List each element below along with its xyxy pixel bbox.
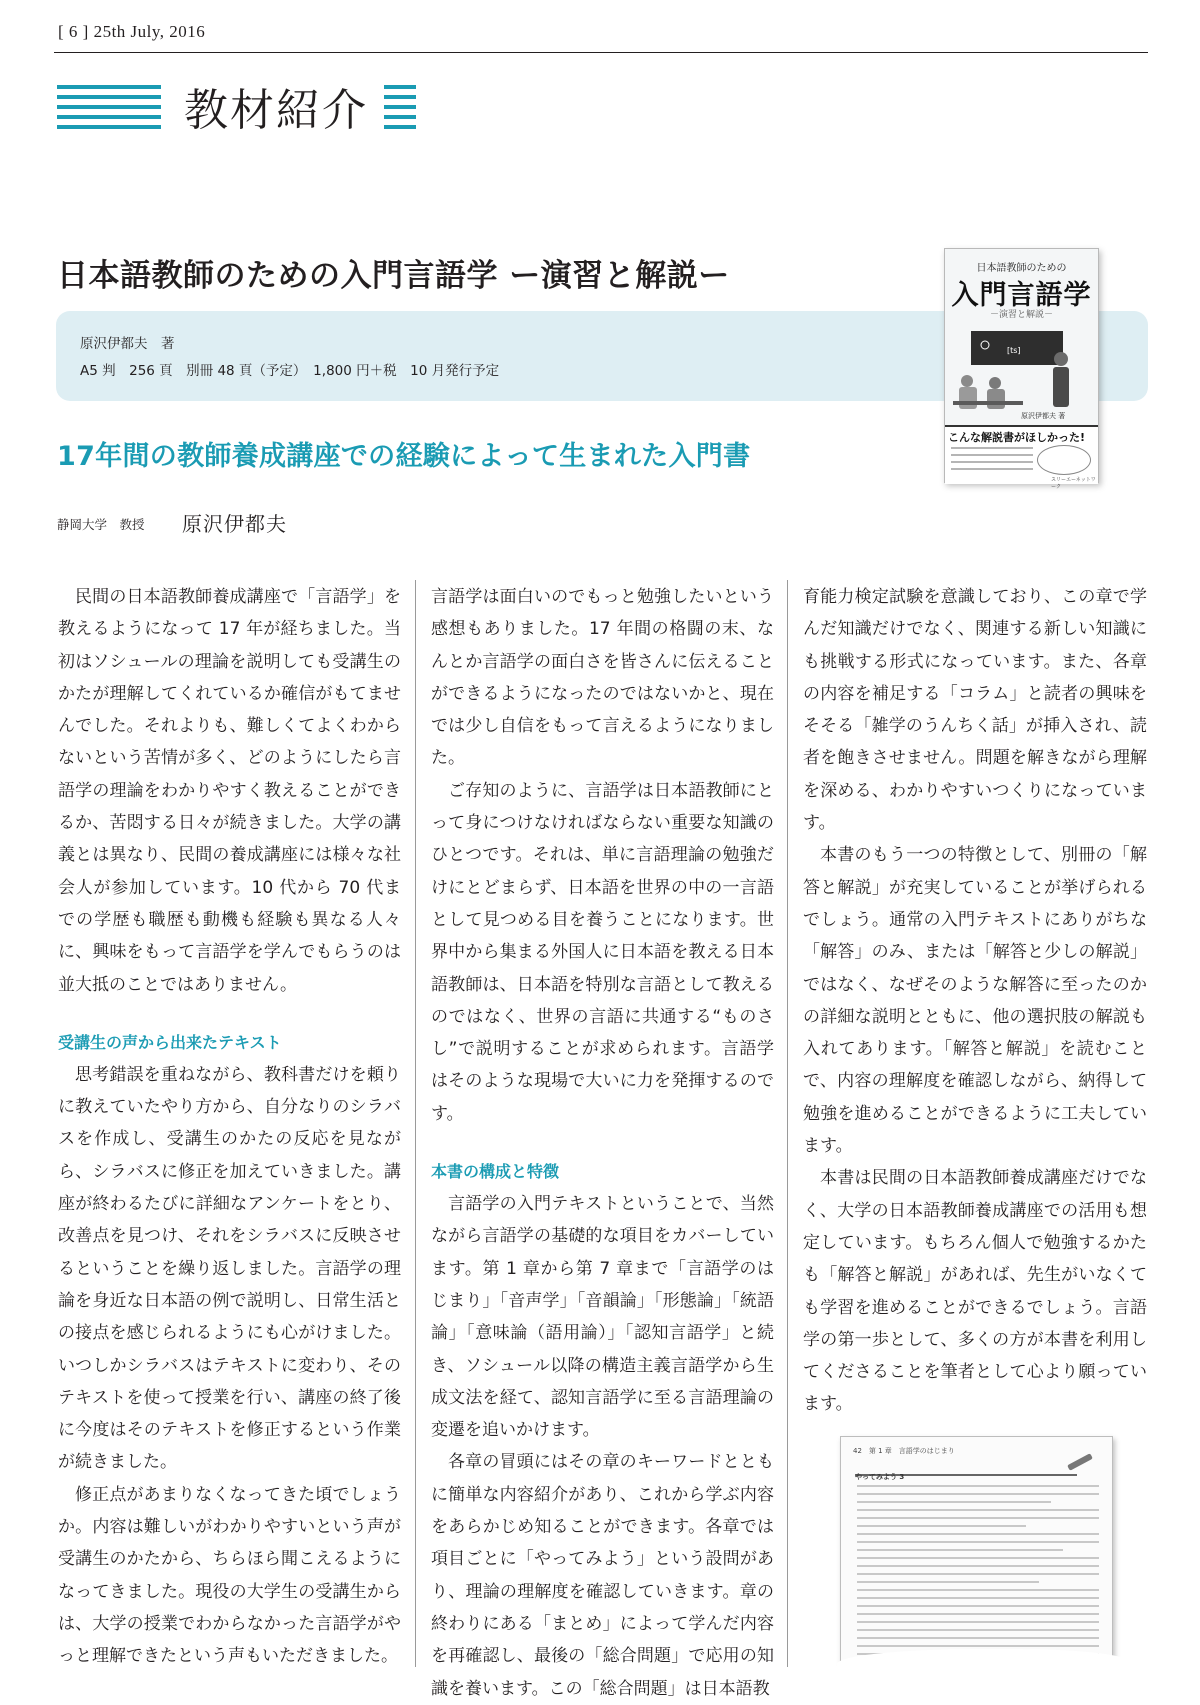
author-affiliation: 静岡大学 教授 — [57, 517, 145, 532]
cover-stamp — [1037, 445, 1091, 475]
cover-publisher: スリーエーネットワーク — [1051, 477, 1096, 490]
paragraph: 育能力検定試験を意識しており、この章で学んだ知識だけでなく、関連する新しい知識にも挑戦する形式になっています。また、各章の内容を補足する「コラム」と読者の興味をそそる「雑学のうんちく話」が挿入され、読者を飽きさせません。問題を解きながら理解を深める、わかりやすいつくりになっています。 — [803, 587, 1147, 834]
paragraph: 各章の冒頭にはその章のキーワードとともに簡単な内容紹介があり、これから学ぶ内容をあらかじめ知ることができます。各章では項目ごとに「やってみよう」という設問があり、理論の理解度を確認していきます。章の終わりにある「まとめ」によって学んだ内容を再確認し、最後の「総合問題」で応用の知識を養います。この「総合問題」は日本語教 — [431, 1452, 774, 1699]
cover-blurb-lines — [951, 447, 1033, 475]
author-name: 原沢伊都夫 — [182, 512, 287, 536]
cover-subtitle: －演習と解説－ — [989, 310, 1053, 320]
svg-text:[ts]: [ts] — [1007, 346, 1021, 355]
header-rule — [54, 52, 1148, 53]
paragraph: ご存知のように、言語学は日本語教師にとって身につけなければならない重要な知識のひとつです。それは、単に言語理論の勉強だけにとどまらず、日本語を世界の中の一言語として見つめる目を養うことになります。世界中から集まる外国人に日本語を教える日本語教師は、日本語を特別な言語として教えるのではなく、世界の言語に共通する“ものさし”で説明することが求められます。言語学はそのような現場で大いに力を発揮するのです。 — [431, 780, 774, 1124]
article-subtitle: 17年間の教師養成講座での経験によって生まれた入門書 — [57, 441, 751, 472]
section-heading: 本書の構成と特徴 — [431, 1162, 560, 1182]
sample-page-image — [840, 1436, 1113, 1664]
article-column-3 — [803, 581, 1147, 1421]
section-stripes-right — [384, 85, 416, 129]
cover-author: 原沢伊都夫 著 — [1021, 412, 1066, 420]
paragraph: 修正点があまりなくなってきた頃でしょうか。内容は難しいがわかりやすいという声が受講生のかたから、ちらほら聞こえるようになってきました。現役の大学生の受講生からは、大学の授業でわからなかった言語学がやっと理解できたという声もいただきました。 — [58, 1484, 401, 1667]
sample-text-lines — [857, 1485, 1099, 1661]
cover-classroom-illustration — [949, 323, 1094, 415]
cover-catch-copy: こんな解説書がほしかった! — [948, 431, 1086, 444]
book-author-line: 原沢伊都夫 著 — [80, 336, 175, 352]
paragraph: 思考錯誤を重ねながら、教科書だけを頼りに教えていたやり方から、自分なりのシラバスを作成し、受講生のかたの反応を見ながら、シラバスに修正を加えていきました。講座が終わるたびに詳細なアンケートをとり、改善点を見つけ、それをシラバスに反映させるということを繰り返しました。言語学の理論を身近な日本語の例で説明し、日常生活との接点を感じられるようにも心がけました。いつしかシラバスはテキストに変わり、そのテキストを使って授業を行い、講座の終了後に今度はそのテキストを修正するという作業が続きました。 — [58, 1064, 401, 1473]
paragraph: 言語学は面白いのでもっと勉強したいという感想もありました。17 年間の格闘の末、なんとか言語学の面白さを皆さんに伝えることができるようになったのではないかと、現在では少し自信をもって言えるようになりました。 — [431, 587, 774, 769]
section-stripes-left — [57, 85, 161, 129]
paragraph: 本書は民間の日本語教師養成講座だけでなく、大学の日本語教師養成講座での活用も想定しています。もちろん個人で勉強するかたも「解答と解説」があれば、先生がいなくても学習を進めることができるでしょう。言語学の第一歩として、多くの方が本書を利用してくださることを筆者として心より願っています。 — [803, 1168, 1147, 1415]
paragraph: 本書のもう一つの特徴として、別冊の「解答と解説」が充実していることが挙げられるでしょう。通常の入門テキストにありがちな「解答」のみ、または「解答と少しの解説」ではなく、なぜそのような解答に至ったのかの詳細な説明とともに、他の選択肢の解説も入れてあります。「解答と解説」を読むことで、内容の理解度を確認しながら、納得して勉強を進めることができるように工夫しています。 — [803, 845, 1147, 1157]
sample-exercise-bar — [855, 1464, 1077, 1481]
torn-edge — [837, 1649, 1127, 1679]
paragraph: 言語学の入門テキストということで、当然ながら言語学の基礎的な項目をカバーしています。第 1 章から第 7 章まで「言語学のはじまり」「音声学」「音韻論」「形態論」「統語論」「意味論（語用論）」「認知言語学」と続き、ソシュール以降の構造主義言語学から生成文法を経て、認知言語学に至る言語理論の変遷を追いかけます。 — [431, 1194, 774, 1441]
paragraph: 民間の日本語教師養成講座で「言語学」を教えるようになって 17 年が経ちました。当初はソシュールの理論を説明しても受講生のかたが理解してくれているか確信がもてませんでした。それよりも、難しくてよくわからないという苦情が多く、どのようにしたら言語学の理論をわかりやすく教えることができるか、苦悶する日々が続きました。大学の講義とは異なり、民間の養成講座には様々な社会人が参加しています。10 代から 70 代までの学歴も職歴も動機も経験も異なる人々に、興味をもって言語学を学んでもらうのは並大抵のことではありません。 — [58, 587, 401, 995]
cover-small-title: 日本語教師のための — [976, 263, 1067, 274]
section-heading: 受講生の声から出来たテキスト — [58, 1032, 282, 1052]
book-cover-image — [944, 248, 1099, 490]
article-column-1 — [58, 581, 401, 1673]
section-title: 教材紹介 — [184, 85, 368, 136]
cover-big-title: 入門言語学 — [951, 280, 1092, 311]
article-column-2 — [431, 581, 774, 1705]
sample-page-header: 42 第 1 章 言語学のはじまり — [853, 1447, 955, 1455]
pencil-icon — [1067, 1453, 1093, 1471]
sample-exercise-label: やってみよう 3 — [855, 1473, 905, 1481]
column-rule — [787, 580, 788, 1667]
book-title: 日本語教師のための入門言語学 ー演習と解説ー — [57, 258, 730, 294]
column-rule — [415, 580, 416, 1667]
book-spec-line: A5 判 256 頁 別冊 48 頁（予定） 1,800 円＋税 10 月発行予定 — [80, 363, 500, 379]
page-header: [ 6 ] 25th July, 2016 — [58, 22, 206, 41]
